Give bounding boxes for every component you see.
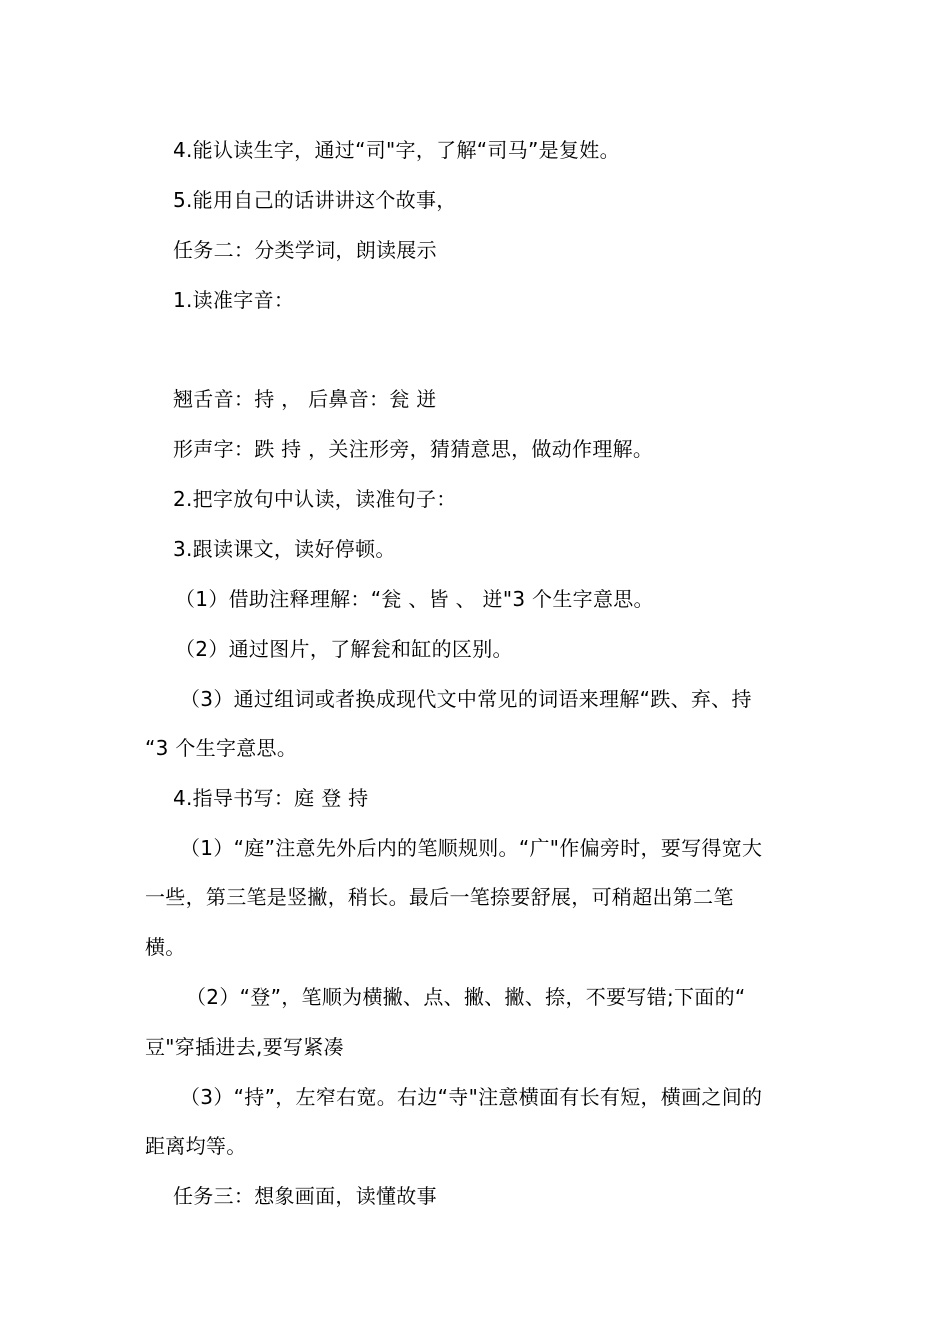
- objective-5: 5.能用自己的话讲讲这个故事，: [173, 188, 457, 212]
- step-3-read-aloud: 3.跟读课文，读好停顿。: [173, 537, 396, 561]
- step-4-writing: 4.指导书写：庭 登 持: [173, 786, 369, 810]
- objective-4: 4.能认读生字，通过“司"字，了解“司马”是复姓。: [173, 138, 620, 162]
- writing-deng-line2: 豆"穿插进去,要写紧凑: [145, 1035, 344, 1059]
- task-2-heading: 任务二：分类学词，朗读展示: [173, 238, 437, 262]
- writing-deng-line1: （2）“登”，笔顺为横撇、点、撇、撇、捺，不要写错;下面的“: [186, 985, 746, 1009]
- step-1-pronunciation: 1.读准字音：: [173, 288, 295, 312]
- substep-3-3-line2: “3 个生字意思。: [145, 736, 298, 760]
- writing-ting-line2: 一些，第三笔是竖撇，稍长。最后一笔捺要舒展，可稍超出第二笔: [145, 885, 734, 909]
- writing-chi-line2: 距离均等。: [145, 1134, 247, 1158]
- task-3-heading: 任务三：想象画面，读懂故事: [173, 1184, 437, 1208]
- substep-3-1: （1）借助注释理解：“瓮 、皆 、 迸"3 个生字意思。: [175, 587, 654, 611]
- writing-ting-line1: （1）“庭”注意先外后内的笔顺规则。“广"作偏旁时，要写得宽大: [180, 836, 763, 860]
- pronunciation-examples: 翘舌音：持 ， 后鼻音：瓮 迸: [173, 387, 437, 411]
- step-2-sentences: 2.把字放句中认读，读准句子：: [173, 487, 457, 511]
- writing-chi-line1: （3）“持”，左窄右宽。右边“寺"注意横面有长有短，横画之间的: [180, 1085, 763, 1109]
- writing-ting-line3: 横。: [145, 935, 186, 959]
- substep-3-2: （2）通过图片，了解瓮和缸的区别。: [175, 637, 513, 661]
- phono-semantic-chars: 形声字：跌 持 ，关注形旁，猜猜意思，做动作理解。: [173, 437, 654, 461]
- substep-3-3-line1: （3）通过组词或者换成现代文中常见的词语来理解“跌、弃、持: [180, 687, 752, 711]
